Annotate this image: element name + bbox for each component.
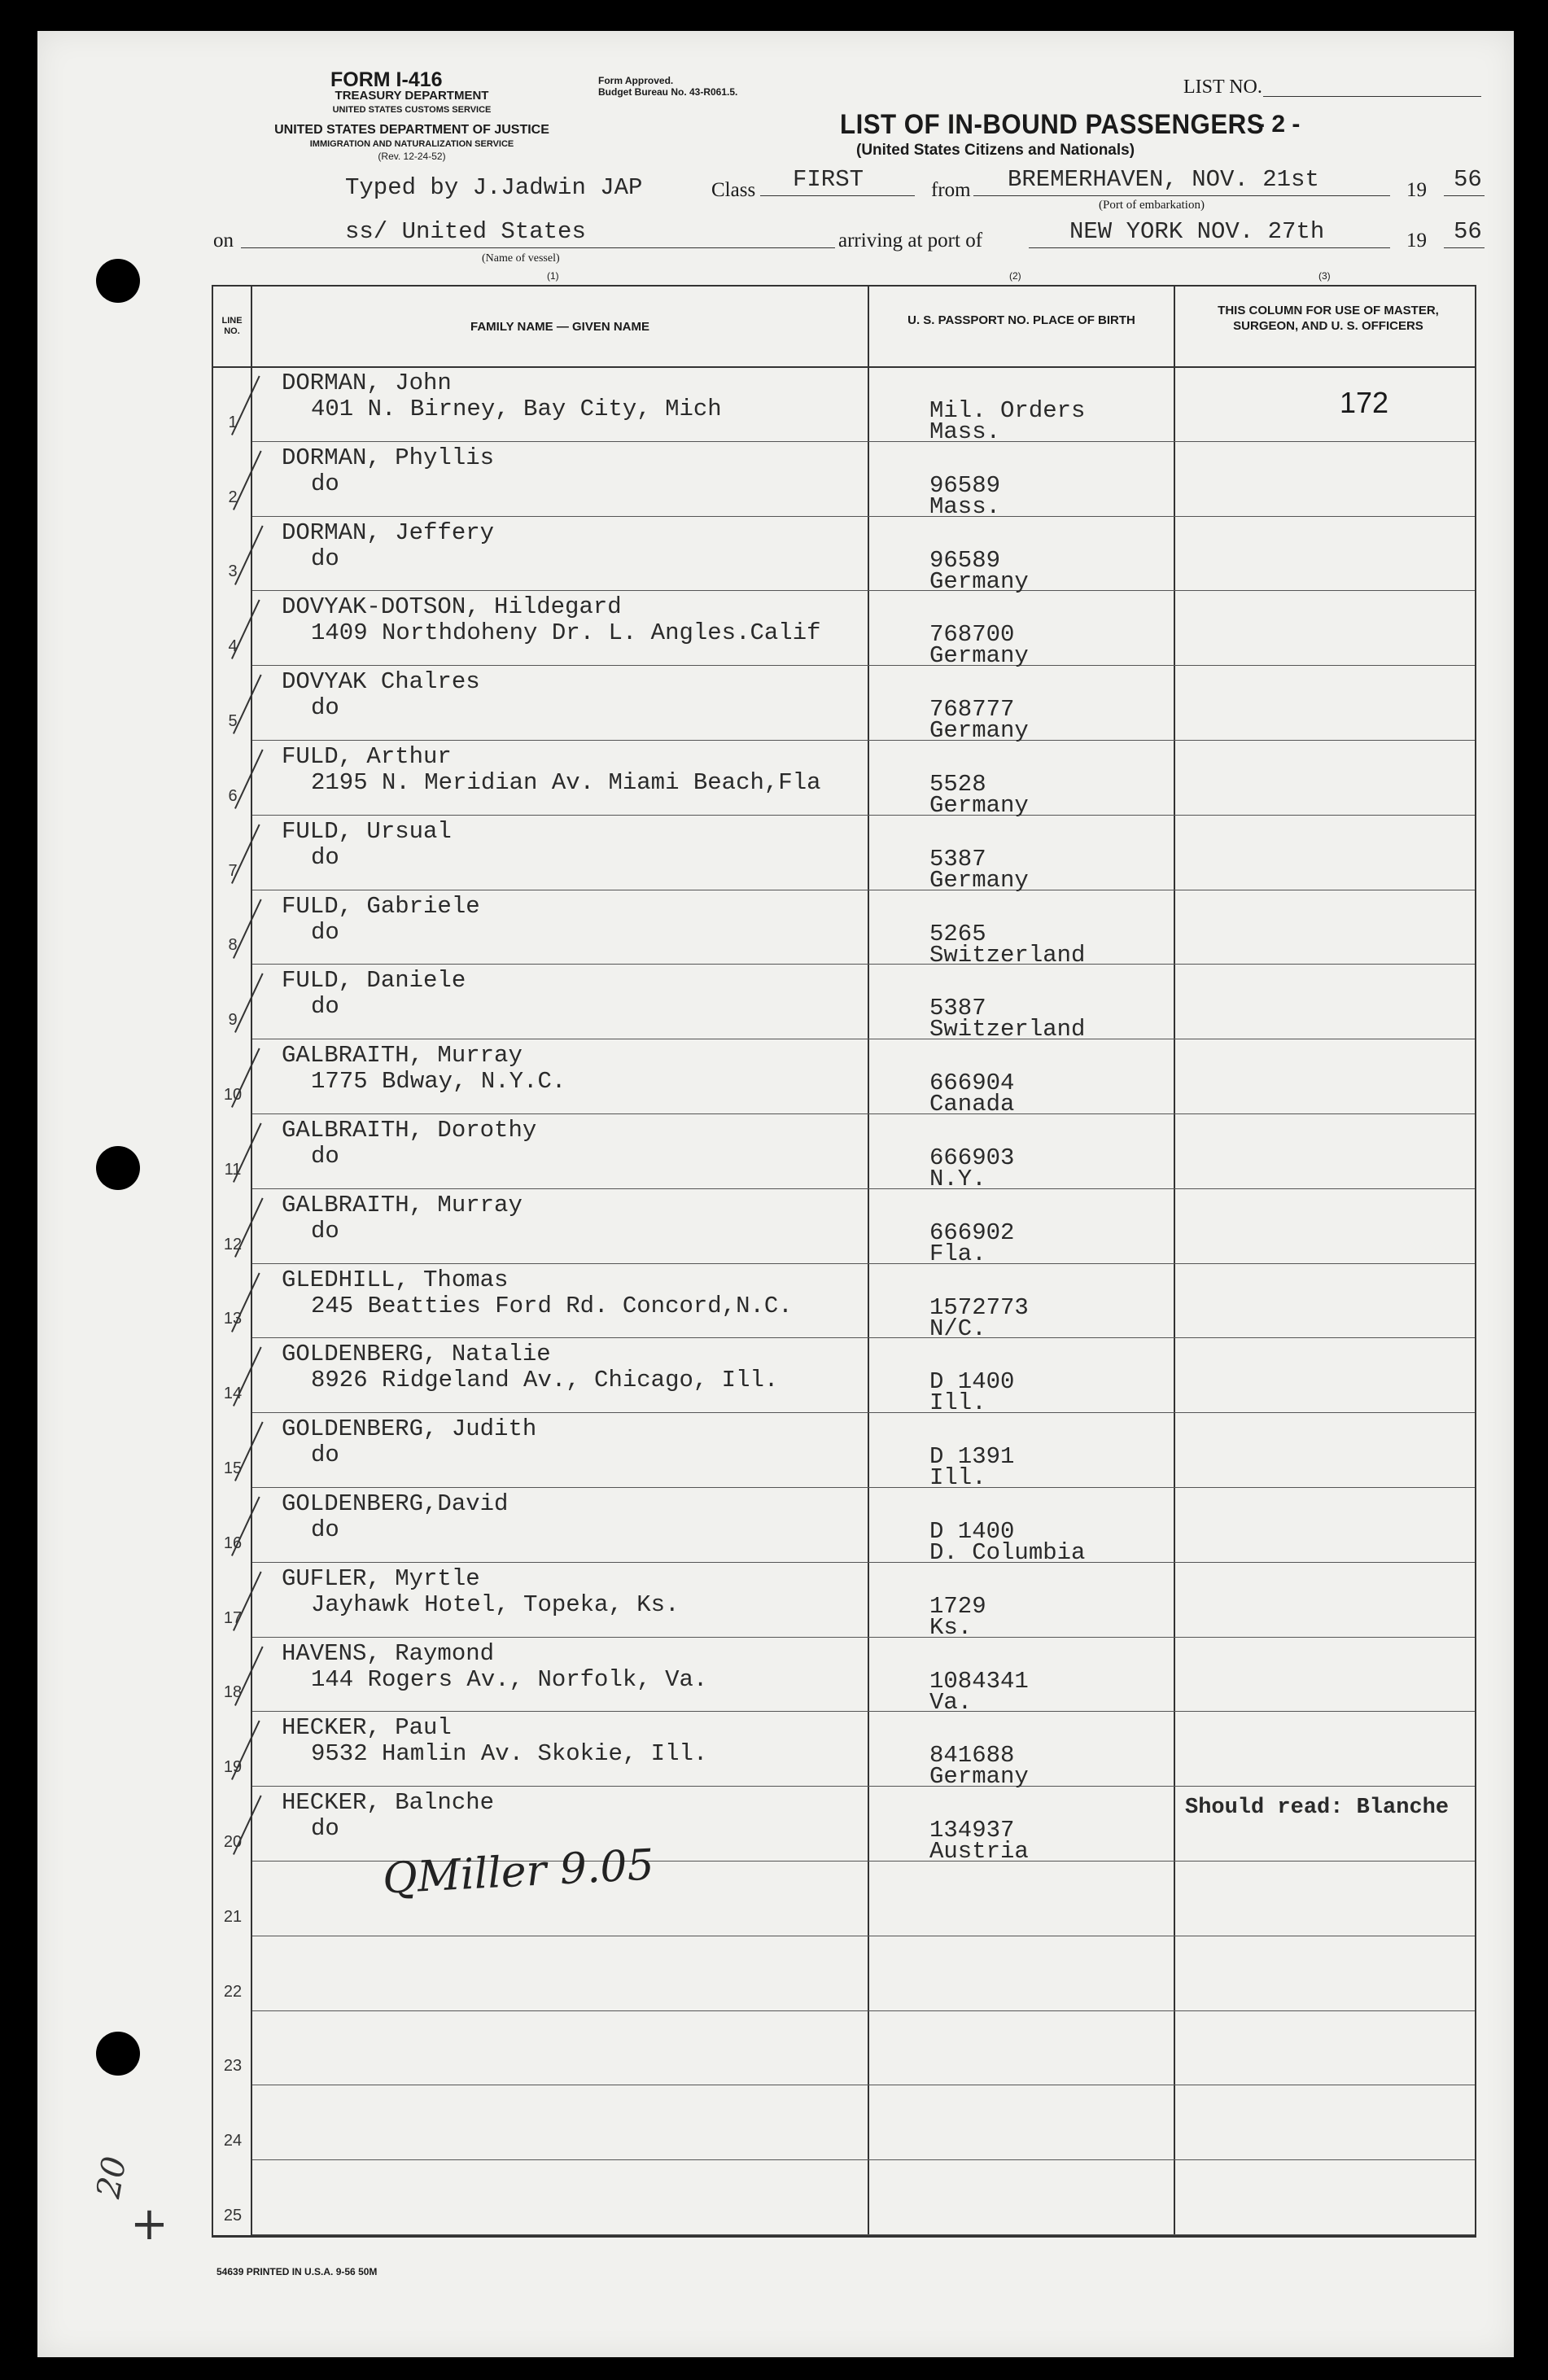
row-line-number: 24 (223, 2132, 243, 2150)
row-divider (252, 740, 1475, 741)
row-line-number: 11 (224, 1161, 242, 1179)
col-header-line-no: LINE NO. (221, 316, 243, 336)
place-of-birth: N.Y. (929, 1166, 986, 1192)
from-port: BREMERHAVEN, NOV. 21st (1008, 166, 1319, 193)
passenger-name: GUFLER, Myrtle (282, 1565, 480, 1592)
row-divider (252, 1711, 1475, 1712)
row-divider (252, 441, 1475, 442)
col-header-name: FAMILY NAME — GIVEN NAME (470, 320, 650, 334)
passenger-name: FULD, Gabriele (282, 893, 480, 920)
passenger-address: 1409 Northdoheny Dr. L. Angles.Calif (311, 619, 821, 646)
passenger-address: do (311, 1815, 339, 1842)
handwritten-signature: QMiller 9.05 (381, 1840, 656, 1904)
passport-number: 134937 (929, 1817, 1015, 1844)
place-of-birth: Germany (929, 867, 1029, 894)
row-line-number: 23 (223, 2057, 243, 2075)
passenger-name: HECKER, Balnche (282, 1789, 495, 1816)
passenger-address: 2195 N. Meridian Av. Miami Beach,Fla (311, 769, 821, 796)
from-year-prefix: 19 (1406, 179, 1427, 201)
passenger-address: 245 Beatties Ford Rd. Concord,N.C. (311, 1293, 793, 1319)
passenger-name: DORMAN, Jeffery (282, 519, 495, 546)
passenger-address: do (311, 844, 339, 871)
passport-number: 5387 (929, 846, 986, 873)
table-left-border (212, 285, 213, 2237)
place-of-birth: Canada (929, 1091, 1015, 1118)
row-divider (252, 665, 1475, 666)
place-of-birth: N/C. (929, 1315, 986, 1342)
passenger-address: 1775 Bdway, N.Y.C. (311, 1068, 566, 1095)
from-label: from (931, 179, 971, 201)
punch-hole-bottom (96, 2032, 140, 2076)
dept-justice: UNITED STATES DEPARTMENT OF JUSTICE (274, 123, 549, 137)
passenger-name: GALBRAITH, Murray (282, 1042, 523, 1069)
row-divider (252, 2159, 1475, 2160)
form-subtitle: (United States Citizens and Nationals) (856, 142, 1135, 159)
dept-immigration: IMMIGRATION AND NATURALIZATION SERVICE (309, 139, 514, 149)
typed-by: Typed by J.Jadwin JAP (345, 174, 643, 201)
officer-number: 172 (1340, 386, 1389, 419)
passenger-name: GALBRAITH, Murray (282, 1192, 523, 1218)
row-line-number: 19 (223, 1758, 243, 1776)
from-line (973, 195, 1390, 196)
arrival-year-prefix: 19 (1406, 230, 1427, 252)
passport-number: 1729 (929, 1593, 986, 1620)
row-divider (252, 964, 1475, 965)
dept-treasury: TREASURY DEPARTMENT (335, 89, 489, 103)
row-line-number: 9 (228, 1011, 238, 1029)
place-of-birth: Germany (929, 642, 1029, 669)
passport-number: 5387 (929, 995, 986, 1022)
column-marker-2: (2) (1009, 270, 1021, 282)
arriving-label: arriving at port of (838, 230, 983, 252)
row-divider (252, 1637, 1475, 1638)
vessel-line (241, 247, 835, 248)
print-line: 54639 PRINTED IN U.S.A. 9-56 50M (216, 2266, 378, 2277)
passport-number: 1572773 (929, 1294, 1029, 1321)
table-right-border (1475, 285, 1476, 2237)
passport-number: D 1391 (929, 1443, 1015, 1470)
passenger-address: do (311, 470, 339, 497)
passenger-address: 401 N. Birney, Bay City, Mich (311, 396, 722, 422)
row-divider (252, 1562, 1475, 1563)
passenger-address: 9532 Hamlin Av. Skokie, Ill. (311, 1740, 708, 1767)
list-no-line (1263, 96, 1481, 97)
table-header-border (212, 366, 1476, 368)
place-of-birth: Germany (929, 1763, 1029, 1790)
vessel-caption: (Name of vessel) (482, 252, 560, 265)
passenger-name: FULD, Arthur (282, 743, 452, 770)
passport-number: 96589 (929, 472, 1001, 499)
row-divider (252, 815, 1475, 816)
row-divider (252, 1337, 1475, 1338)
place-of-birth: Mass. (929, 418, 1001, 445)
passport-number: 768777 (929, 696, 1015, 723)
col-divider-passport (1174, 285, 1175, 2237)
passport-number: 841688 (929, 1742, 1015, 1769)
passenger-name: HAVENS, Raymond (282, 1640, 495, 1667)
form-title: LIST OF IN-BOUND PASSENGERS (840, 109, 1265, 140)
on-label: on (213, 230, 234, 252)
row-line-number: 16 (223, 1534, 243, 1552)
row-line-number: 1 (228, 413, 238, 431)
passport-number: 666904 (929, 1070, 1015, 1096)
row-line-number: 4 (228, 637, 238, 655)
passport-number: 96589 (929, 547, 1001, 574)
class-line (760, 195, 915, 196)
passport-number: D 1400 (929, 1368, 1015, 1395)
row-line-number: 20 (223, 1833, 243, 1851)
passport-number: D 1400 (929, 1518, 1015, 1545)
row-line-number: 22 (223, 1983, 243, 2001)
row-line-number: 15 (223, 1459, 243, 1477)
passenger-name: DOVYAK Chalres (282, 668, 480, 695)
table-bottom-border (212, 2235, 1476, 2238)
class-value: FIRST (793, 166, 864, 193)
row-line-number: 3 (228, 562, 238, 580)
table-top-border (212, 285, 1476, 287)
row-line-number: 7 (228, 862, 238, 880)
place-of-birth: Austria (929, 1838, 1029, 1865)
column-marker-1: (1) (547, 270, 559, 282)
margin-cross: + (130, 2198, 168, 2251)
place-of-birth: Ill. (929, 1464, 986, 1491)
row-divider (252, 1188, 1475, 1189)
row-divider (252, 1786, 1475, 1787)
officer-note: Should read: Blanche (1185, 1796, 1450, 1820)
row-divider (252, 1487, 1475, 1488)
passenger-name: GLEDHILL, Thomas (282, 1267, 509, 1293)
row-divider (252, 516, 1475, 517)
passenger-address: do (311, 993, 339, 1020)
row-line-number: 25 (223, 2207, 243, 2225)
row-divider (252, 1412, 1475, 1413)
passport-number: 5265 (929, 921, 986, 947)
row-line-number: 13 (223, 1310, 243, 1328)
passenger-name: GOLDENBERG, Natalie (282, 1341, 551, 1367)
passenger-address: do (311, 1516, 339, 1543)
passenger-address: 144 Rogers Av., Norfolk, Va. (311, 1666, 708, 1693)
passenger-address: do (311, 1218, 339, 1245)
place-of-birth: Switzerland (929, 1016, 1086, 1043)
place-of-birth: Mass. (929, 493, 1001, 520)
row-line-number: 12 (223, 1236, 243, 1253)
place-of-birth: Fla. (929, 1240, 986, 1267)
row-line-number: 21 (223, 1908, 243, 1926)
from-year-line (1444, 195, 1485, 196)
arrival-port: NEW YORK NOV. 27th (1069, 218, 1325, 245)
row-divider (252, 1263, 1475, 1264)
passport-number: 5528 (929, 771, 986, 798)
budget-bureau: Budget Bureau No. 43-R061.5. (598, 86, 738, 98)
arrival-year: 56 (1454, 218, 1482, 245)
passenger-name: GOLDENBERG, Judith (282, 1415, 537, 1442)
place-of-birth: Germany (929, 792, 1029, 819)
passenger-name: FULD, Daniele (282, 967, 466, 994)
dept-customs: UNITED STATES CUSTOMS SERVICE (332, 105, 492, 115)
place-of-birth: Va. (929, 1689, 973, 1716)
vessel-name: ss/ United States (345, 218, 586, 245)
row-line-number: 18 (223, 1683, 243, 1701)
passenger-name: GOLDENBERG,David (282, 1490, 509, 1517)
row-line-number: 17 (223, 1609, 243, 1627)
row-line-number: 8 (228, 936, 238, 954)
port-embarkation-caption: (Port of embarkation) (1099, 199, 1205, 212)
row-line-number: 2 (228, 488, 238, 506)
passenger-address: do (311, 919, 339, 946)
form-approved: Form Approved. (598, 75, 674, 86)
form-revision: (Rev. 12-24-52) (378, 151, 446, 162)
place-of-birth: D. Columbia (929, 1539, 1086, 1566)
passenger-address: do (311, 545, 339, 572)
place-of-birth: Germany (929, 568, 1029, 595)
col-header-passport: U. S. PASSPORT NO. PLACE OF BIRTH (907, 313, 1135, 327)
passenger-address: do (311, 1442, 339, 1468)
passenger-address: Jayhawk Hotel, Topeka, Ks. (311, 1591, 680, 1618)
passenger-name: DOVYAK-DOTSON, Hildegard (282, 593, 622, 620)
passport-number: 768700 (929, 621, 1015, 648)
punch-hole-middle (96, 1146, 140, 1190)
column-marker-3: (3) (1318, 270, 1331, 282)
margin-mark: 20 (90, 2153, 134, 2202)
place-of-birth: Switzerland (929, 942, 1086, 969)
passport-number: 1084341 (929, 1668, 1029, 1695)
passenger-name: GALBRAITH, Dorothy (282, 1117, 537, 1144)
passenger-name: FULD, Ursual (282, 818, 452, 845)
list-no-label: LIST NO. (1183, 77, 1262, 98)
row-line-number: 5 (228, 712, 238, 730)
place-of-birth: Ill. (929, 1389, 986, 1416)
row-line-number: 14 (223, 1385, 243, 1402)
row-divider (252, 1113, 1475, 1114)
passport-number: 666903 (929, 1144, 1015, 1171)
passenger-address: 8926 Ridgeland Av., Chicago, Ill. (311, 1367, 779, 1393)
place-of-birth: Germany (929, 717, 1029, 744)
col-divider-name (868, 285, 869, 2237)
from-year: 56 (1454, 166, 1482, 193)
class-label: Class (711, 179, 756, 201)
place-of-birth: Ks. (929, 1614, 973, 1641)
passenger-name: DORMAN, Phyllis (282, 444, 495, 471)
row-divider (252, 2234, 1475, 2235)
arrival-year-line (1444, 247, 1485, 248)
document-page (37, 31, 1514, 2357)
passenger-address: do (311, 694, 339, 721)
row-line-number: 6 (228, 787, 238, 805)
row-divider (252, 2010, 1475, 2011)
passport-number: Mil. Orders (929, 397, 1086, 424)
passenger-name: HECKER, Paul (282, 1714, 452, 1741)
punch-hole-top (96, 259, 140, 303)
form-number: FORM I-416 (330, 68, 443, 91)
col-header-officers: THIS COLUMN FOR USE OF MASTER, SURGEON, AND U. S. OFFICERS (1218, 304, 1439, 333)
arrival-line (1029, 247, 1390, 248)
col-divider-line (251, 285, 252, 2237)
passenger-name: DORMAN, John (282, 370, 452, 396)
row-divider (252, 590, 1475, 591)
passport-number: 666902 (929, 1219, 1015, 1246)
row-line-number: 10 (223, 1086, 243, 1104)
passenger-address: do (311, 1143, 339, 1170)
page-number: - 2 - (1257, 111, 1301, 138)
